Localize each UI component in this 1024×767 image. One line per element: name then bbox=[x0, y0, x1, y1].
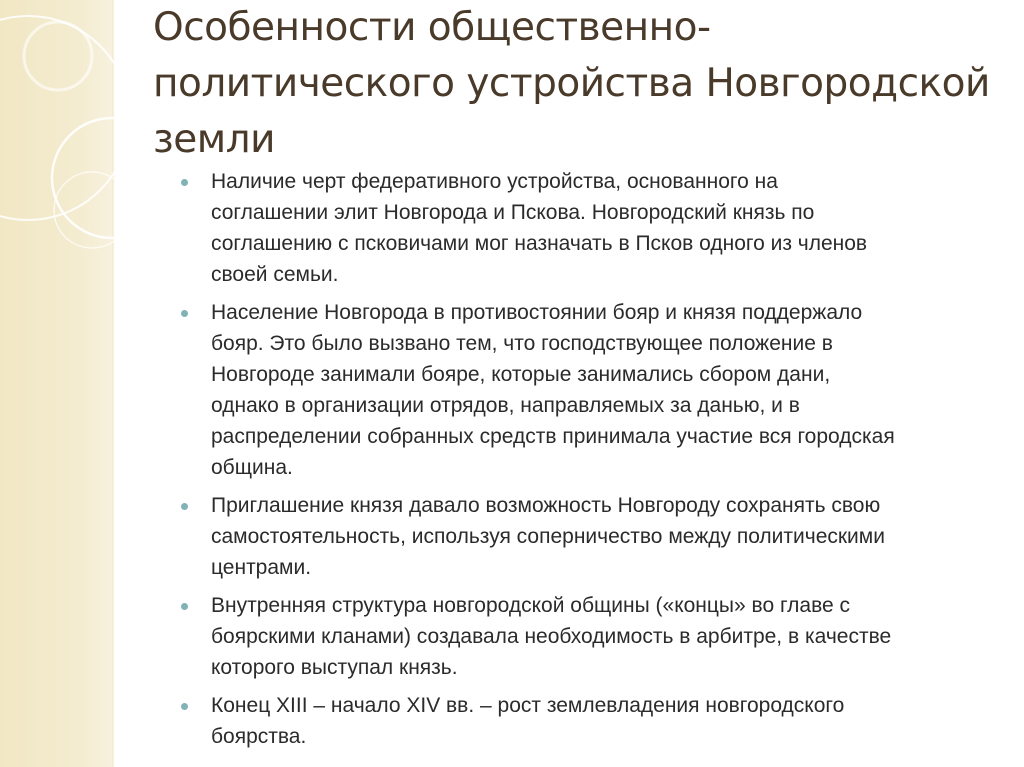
bullet-item bbox=[181, 166, 996, 290]
deco-circle-ring bbox=[24, 22, 92, 90]
bullet-line: центрами. bbox=[211, 556, 312, 579]
decorative-circles-icon bbox=[0, 0, 160, 260]
bullet-dot-icon bbox=[181, 603, 188, 610]
title-line: Особенности общественно- bbox=[153, 5, 711, 50]
bullet-line: распределении собранных средств принимала участие вся городская bbox=[211, 425, 895, 448]
bullet-list bbox=[181, 166, 996, 759]
bullet-item bbox=[181, 690, 996, 752]
bullet-line: соглашении элит Новгорода и Пскова. Новгородский князь по bbox=[211, 201, 815, 224]
bullet-line: Внутренняя структура новгородской общины («концы» во главе с bbox=[211, 594, 851, 617]
deco-circle-small bbox=[54, 172, 130, 248]
bullet-line: Наличие черт федеративного устройства, основанного на bbox=[211, 170, 778, 193]
bullet-dot-icon bbox=[181, 703, 188, 710]
bullet-line: боярскими кланами) создавала необходимость в арбитре, в качестве bbox=[211, 625, 892, 648]
bullet-item bbox=[181, 490, 996, 583]
bullet-line: Конец XIII – начало XIV вв. – рост землевладения новгородского bbox=[211, 694, 845, 717]
title-line: политического устройства Новгородской bbox=[153, 61, 990, 106]
title-line: земли bbox=[153, 117, 275, 162]
bullet-line: однако в организации отрядов, направляемых за данью, и в bbox=[211, 394, 800, 417]
bullet-line: Приглашение князя давало возможность Новгороду сохранять свою bbox=[211, 494, 881, 517]
bullet-item bbox=[181, 590, 996, 683]
bullet-dot-icon bbox=[181, 503, 188, 510]
bullet-line: община. bbox=[211, 456, 293, 479]
slide-title bbox=[153, 0, 1003, 168]
bullet-dot-icon bbox=[181, 310, 188, 317]
bullet-line: бояр. Это было вызвано тем, что господствующее положение в bbox=[211, 332, 833, 355]
bullet-line: которого выступал князь. bbox=[211, 656, 458, 679]
bullet-line: соглашению с псковичами мог назначать в Псков одного из членов bbox=[211, 232, 868, 255]
bullet-line: самостоятельность, используя соперничество между политическими bbox=[211, 525, 885, 548]
bullet-line: боярства. bbox=[211, 725, 307, 748]
bullet-line: Новгороде занимали бояре, которые занимались сбором дани, bbox=[211, 363, 831, 386]
bullet-line: Население Новгорода в противостоянии бояр и князя поддержало bbox=[211, 301, 863, 324]
bullet-item bbox=[181, 297, 996, 483]
bullet-line: своей семьи. bbox=[211, 263, 339, 286]
deco-circle-medium bbox=[52, 118, 160, 238]
bullet-dot-icon bbox=[181, 179, 188, 186]
